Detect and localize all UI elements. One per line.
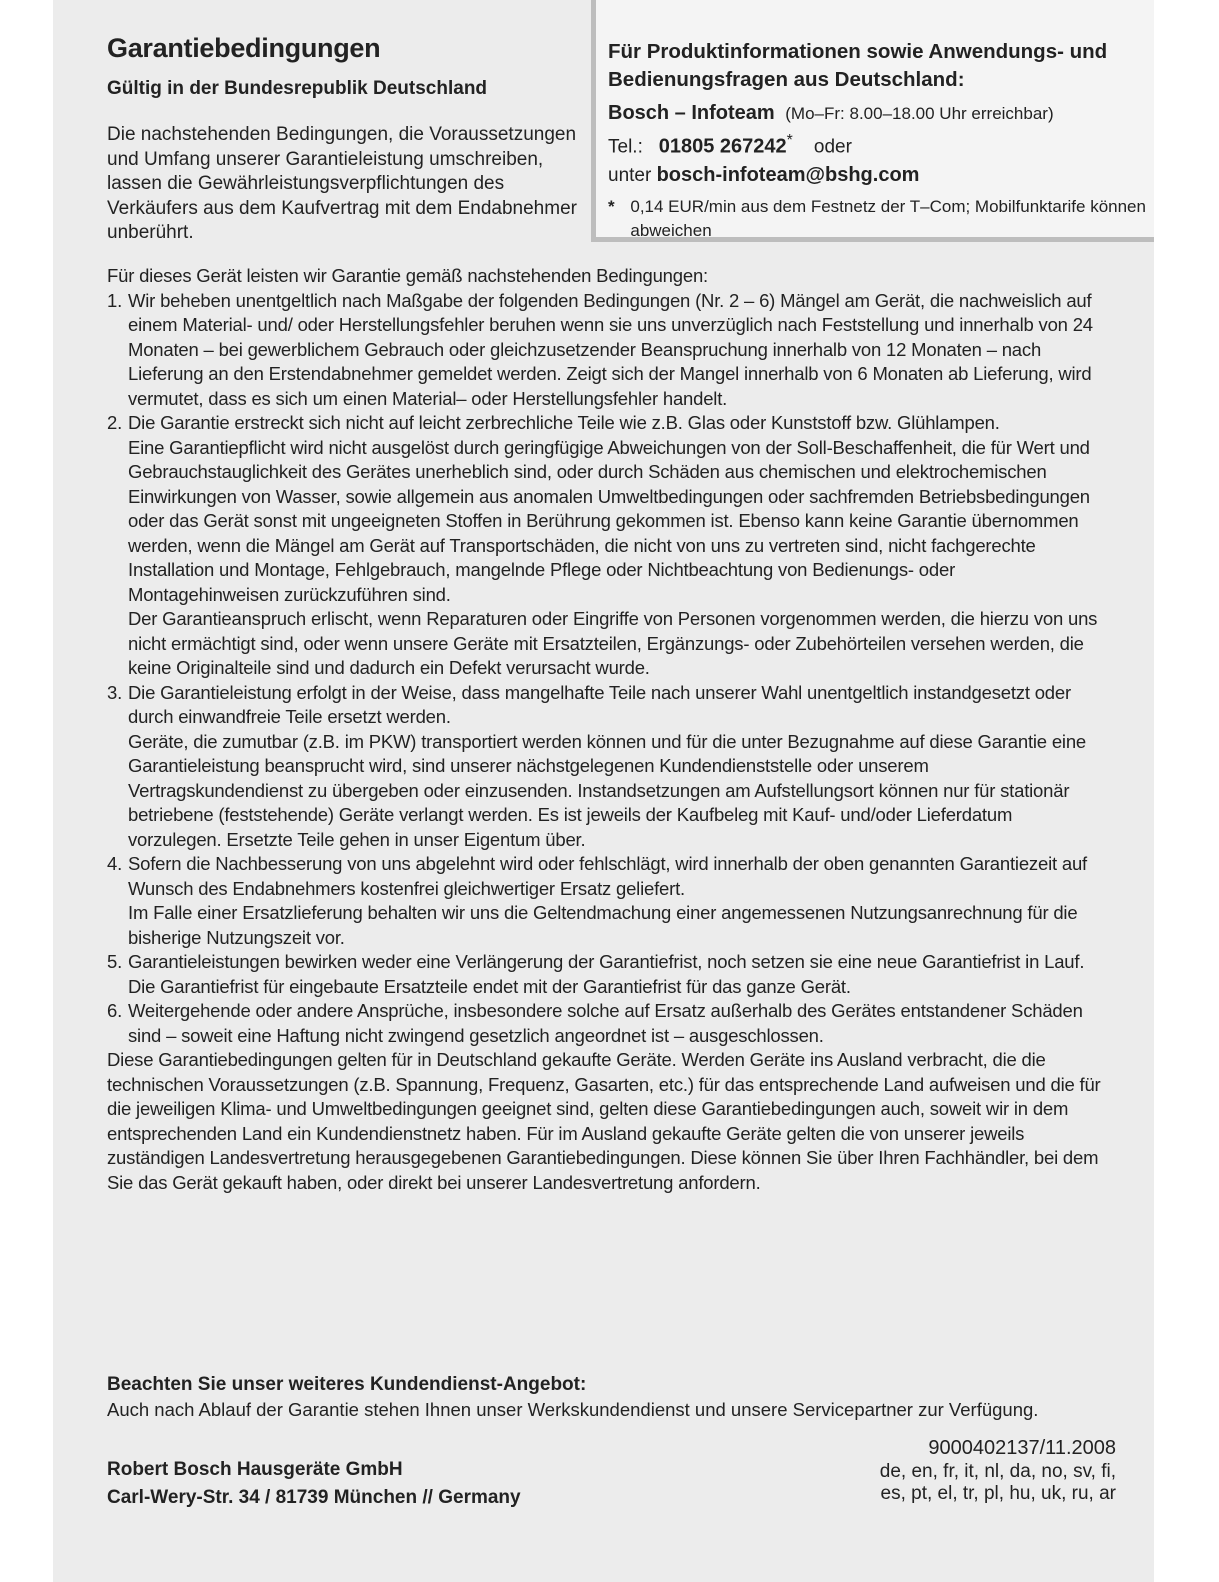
document-languages-1: de, en, fr, it, nl, da, no, sv, fi, [879,1461,1116,1482]
footnote-text: 0,14 EUR/min aus dem Festnetz der T–Com; Mobilfunktarife können abweichen [630,197,1146,241]
page-title: Garantiebedingungen [107,33,381,63]
tariff-footnote [608,195,1148,243]
document-page [53,0,1154,1582]
phone-number: 01805 267242 [658,135,787,158]
terms-list [107,289,1107,1049]
contact-box [591,0,1154,242]
terms-item-text [128,681,1107,853]
closing-paragraph: Diese Garantiebedingungen gelten für in Deutschland gekaufte Geräte. Werden Geräte ins Ausland verbracht, die die technischen Voraussetzungen (z.B. Spannung, Frequenz, Gasarten, etc.) für das entsprechende Land aufweisen und die für die jeweiligen Klima- und Umweltbedingungen geeignet sind, gelten diese Garantiebedingungen auch, soweit wir in dem entsprechenden Land ein Kundendienstnetz haben. Für im Ausland gekaufte Geräte gelten die von unserer jeweils zuständigen Landesvertretung herausgegebenen Garantiebedingungen. Diese können Sie über Ihren Fachhändler, bei dem Sie das Gerät gekauft haben, oder direkt bei unserer Landesvertretung anfordern. [107,1049,1101,1193]
terms-item-text [128,289,1107,412]
terms-item-paragraph: Wir beheben unentgeltlich nach Maßgabe der folgenden Bedingungen (Nr. 2 – 6) Mängel am Gerät, die nachweislich auf einem Material- und/ oder Herstellungsfehler beruhen wenn sie uns unverzüglich nach Feststellung und innerhalb von 24 Monaten – bei gewerblichem Gebrauch oder gleichzusetzender Beanspruchung innerhalb von 12 Monaten – nach Lieferung an den Erstendabnehmer gemeldet werden. Zeigt sich der Mangel innerhalb von 6 Monaten ab Lieferung, wird vermutet, dass es sich um einen Material– oder Herstellungsfehler handelt. [128,289,1093,409]
email-prefix: unter [608,165,652,187]
company-address: Carl-Wery-Str. 34 / 81739 München // Germany [107,1487,521,1508]
terms-item-paragraph: Eine Garantiepflicht wird nicht ausgelöst durch geringfügige Abweichungen von der Soll-Beschaffenheit, die für Wert und Gebrauchstauglichkeit des Gerätes unerheblich sind, oder durch Schäden aus chemischen und elektrochemischen Einwirkungen von Wasser, sowie allgemein aus anomalen Umweltbedingungen oder sachfremden Betriebsbedingungen oder das Gerät sonst mit ungeeigneten Stoffen in Berührung gekommen ist. Ebenso kann keine Garantie übernommen werden, wenn die Mängel am Gerät auf Transportschäden, die nicht von uns zu vertreten sind, nicht fachgerechte Installation und Montage, Fehlgebrauch, mangelnde Pflege oder Nichtbeachtung von Bedienungs- oder Montagehinweisen zurückzuführen sind. [128,436,1090,605]
terms-item-number: 1. [107,289,123,311]
email-address: bosch-infoteam@bshg.com [656,164,920,187]
service-text: Auch nach Ablauf der Garantie stehen Ihnen unser Werkskundendienst und unsere Servicepartner zur Verfügung. [107,1399,1039,1420]
terms-item-paragraph: Die Garantie erstreckt sich nicht auf leicht zerbrechliche Teile wie z.B. Glas oder Kunststoff bzw. Glühlampen. [128,412,1000,433]
terms-item [107,852,1107,950]
terms-item-number: 3. [107,681,123,703]
terms-item-paragraph: Der Garantieanspruch erlischt, wenn Reparaturen oder Eingriffe von Personen vorgenommen werden, die hierzu von uns nicht ermächtigt sind, oder wenn unsere Geräte mit Ersatzteilen, Ergänzungs- oder Zubehörteilen versehen werden, die keine Originalteile sind und dadurch ein Defekt verursacht wurde. [128,608,1098,678]
infoteam-hours: (Mo–Fr: 8.00–18.00 Uhr erreichbar) [785,104,1054,123]
document-number-block [880,1437,1116,1505]
phone-line [608,132,1148,158]
service-offer [107,1372,1067,1422]
footnote-asterisk: * [608,197,615,217]
terms-item [107,681,1107,853]
phone-suffix: oder [813,136,852,158]
terms-item-paragraph: Die Garantieleistung erfolgt in der Weise, dass mangelhafte Teile nach unserer Wahl unentgeltlich instandgesetzt oder durch einwandfreie Teile ersetzt werden. [128,681,1071,727]
infoteam-name: Bosch – Infoteam [608,102,775,124]
terms-item-paragraph: Sofern die Nachbesserung von uns abgelehnt wird oder fehlschlägt, wird innerhalb der oben genannten Garantiezeit auf Wunsch des Endabnehmers kostenfrei gleichwertiger Ersatz geliefert. [128,853,1087,899]
infoteam-line [608,102,1148,125]
terms-body [107,264,1107,1195]
terms-item-text [128,852,1107,950]
terms-item-paragraph: Geräte, die zumutbar (z.B. im PKW) transportiert werden können und für die unter Bezugnahme auf diese Garantie eine Garantieleistung beansprucht wird, sind unserer nächstgelegenen Kundendienststelle oder unserem Vertragskundendienst zu übergeben oder einzusenden. Instandsetzungen am Aufstellungsort können nur für stationär betriebene (feststehende) Geräte verlangt werden. Es ist jeweils der Kaufbeleg mit Kauf- und/oder Lieferdatum vorzulegen. Ersetzte Teile gehen in unser Eigentum über. [128,730,1087,850]
terms-item [107,289,1107,412]
terms-item-paragraph: Garantieleistungen bewirken weder eine Verlängerung der Garantiefrist, noch setzen sie eine neue Garantiefrist in Lauf. Die Garantiefrist für eingebaute Ersatzteile endet mit der Garantiefrist für das ganze Gerät. [128,951,1085,997]
terms-item [107,411,1107,681]
terms-item-paragraph: Im Falle einer Ersatzlieferung behalten wir uns die Geltendmachung einer angemessenen Nutzungsanrechnung für die bisherige Nutzungszeit vor. [128,902,1078,948]
phone-label: Tel.: [608,136,643,158]
email-line [608,164,1148,187]
terms-item-number: 6. [107,1000,123,1021]
terms-item [107,999,1107,1048]
company-block [107,1456,521,1512]
terms-item [107,950,1107,999]
phone-footnote-mark: * [786,132,793,149]
terms-item-text [128,999,1107,1048]
terms-item-text [128,950,1107,999]
terms-lead: Für dieses Gerät leisten wir Garantie gemäß nachstehenden Bedingungen: [107,265,708,286]
service-heading: Beachten Sie unser weiteres Kundendienst-Angebot: [107,1374,587,1395]
terms-item-number: 2. [107,412,123,433]
page-subtitle: Gültig in der Bundesrepublik Deutschland [107,78,488,99]
terms-item-paragraph: Weitergehende oder andere Ansprüche, insbesondere solche auf Ersatz außerhalb des Gerätes entstandener Schäden sind – soweit eine Haftung nicht zwingend gesetzlich angeordnet ist – ausgeschlossen. [128,1000,1083,1046]
terms-item-number: 4. [107,853,123,874]
terms-item-text [128,411,1107,681]
document-code: 9000402137/11.2008 [928,1437,1116,1459]
intro-paragraph: Die nachstehenden Bedingungen, die Voraussetzungen und Umfang unserer Garantieleistung umschreiben, lassen die Gewährleistungsverpflichtungen des Verkäufers aus dem Kaufvertrag mit dem Endabnehmer unberührt. [107,124,577,243]
contact-heading: Für Produktinformationen sowie Anwendungs- und Bedienungsfragen aus Deutschland: [608,40,1108,91]
company-name: Robert Bosch Hausgeräte GmbH [107,1459,403,1480]
document-languages-2: es, pt, el, tr, pl, hu, uk, ru, ar [880,1483,1116,1504]
terms-item-number: 5. [107,951,123,972]
